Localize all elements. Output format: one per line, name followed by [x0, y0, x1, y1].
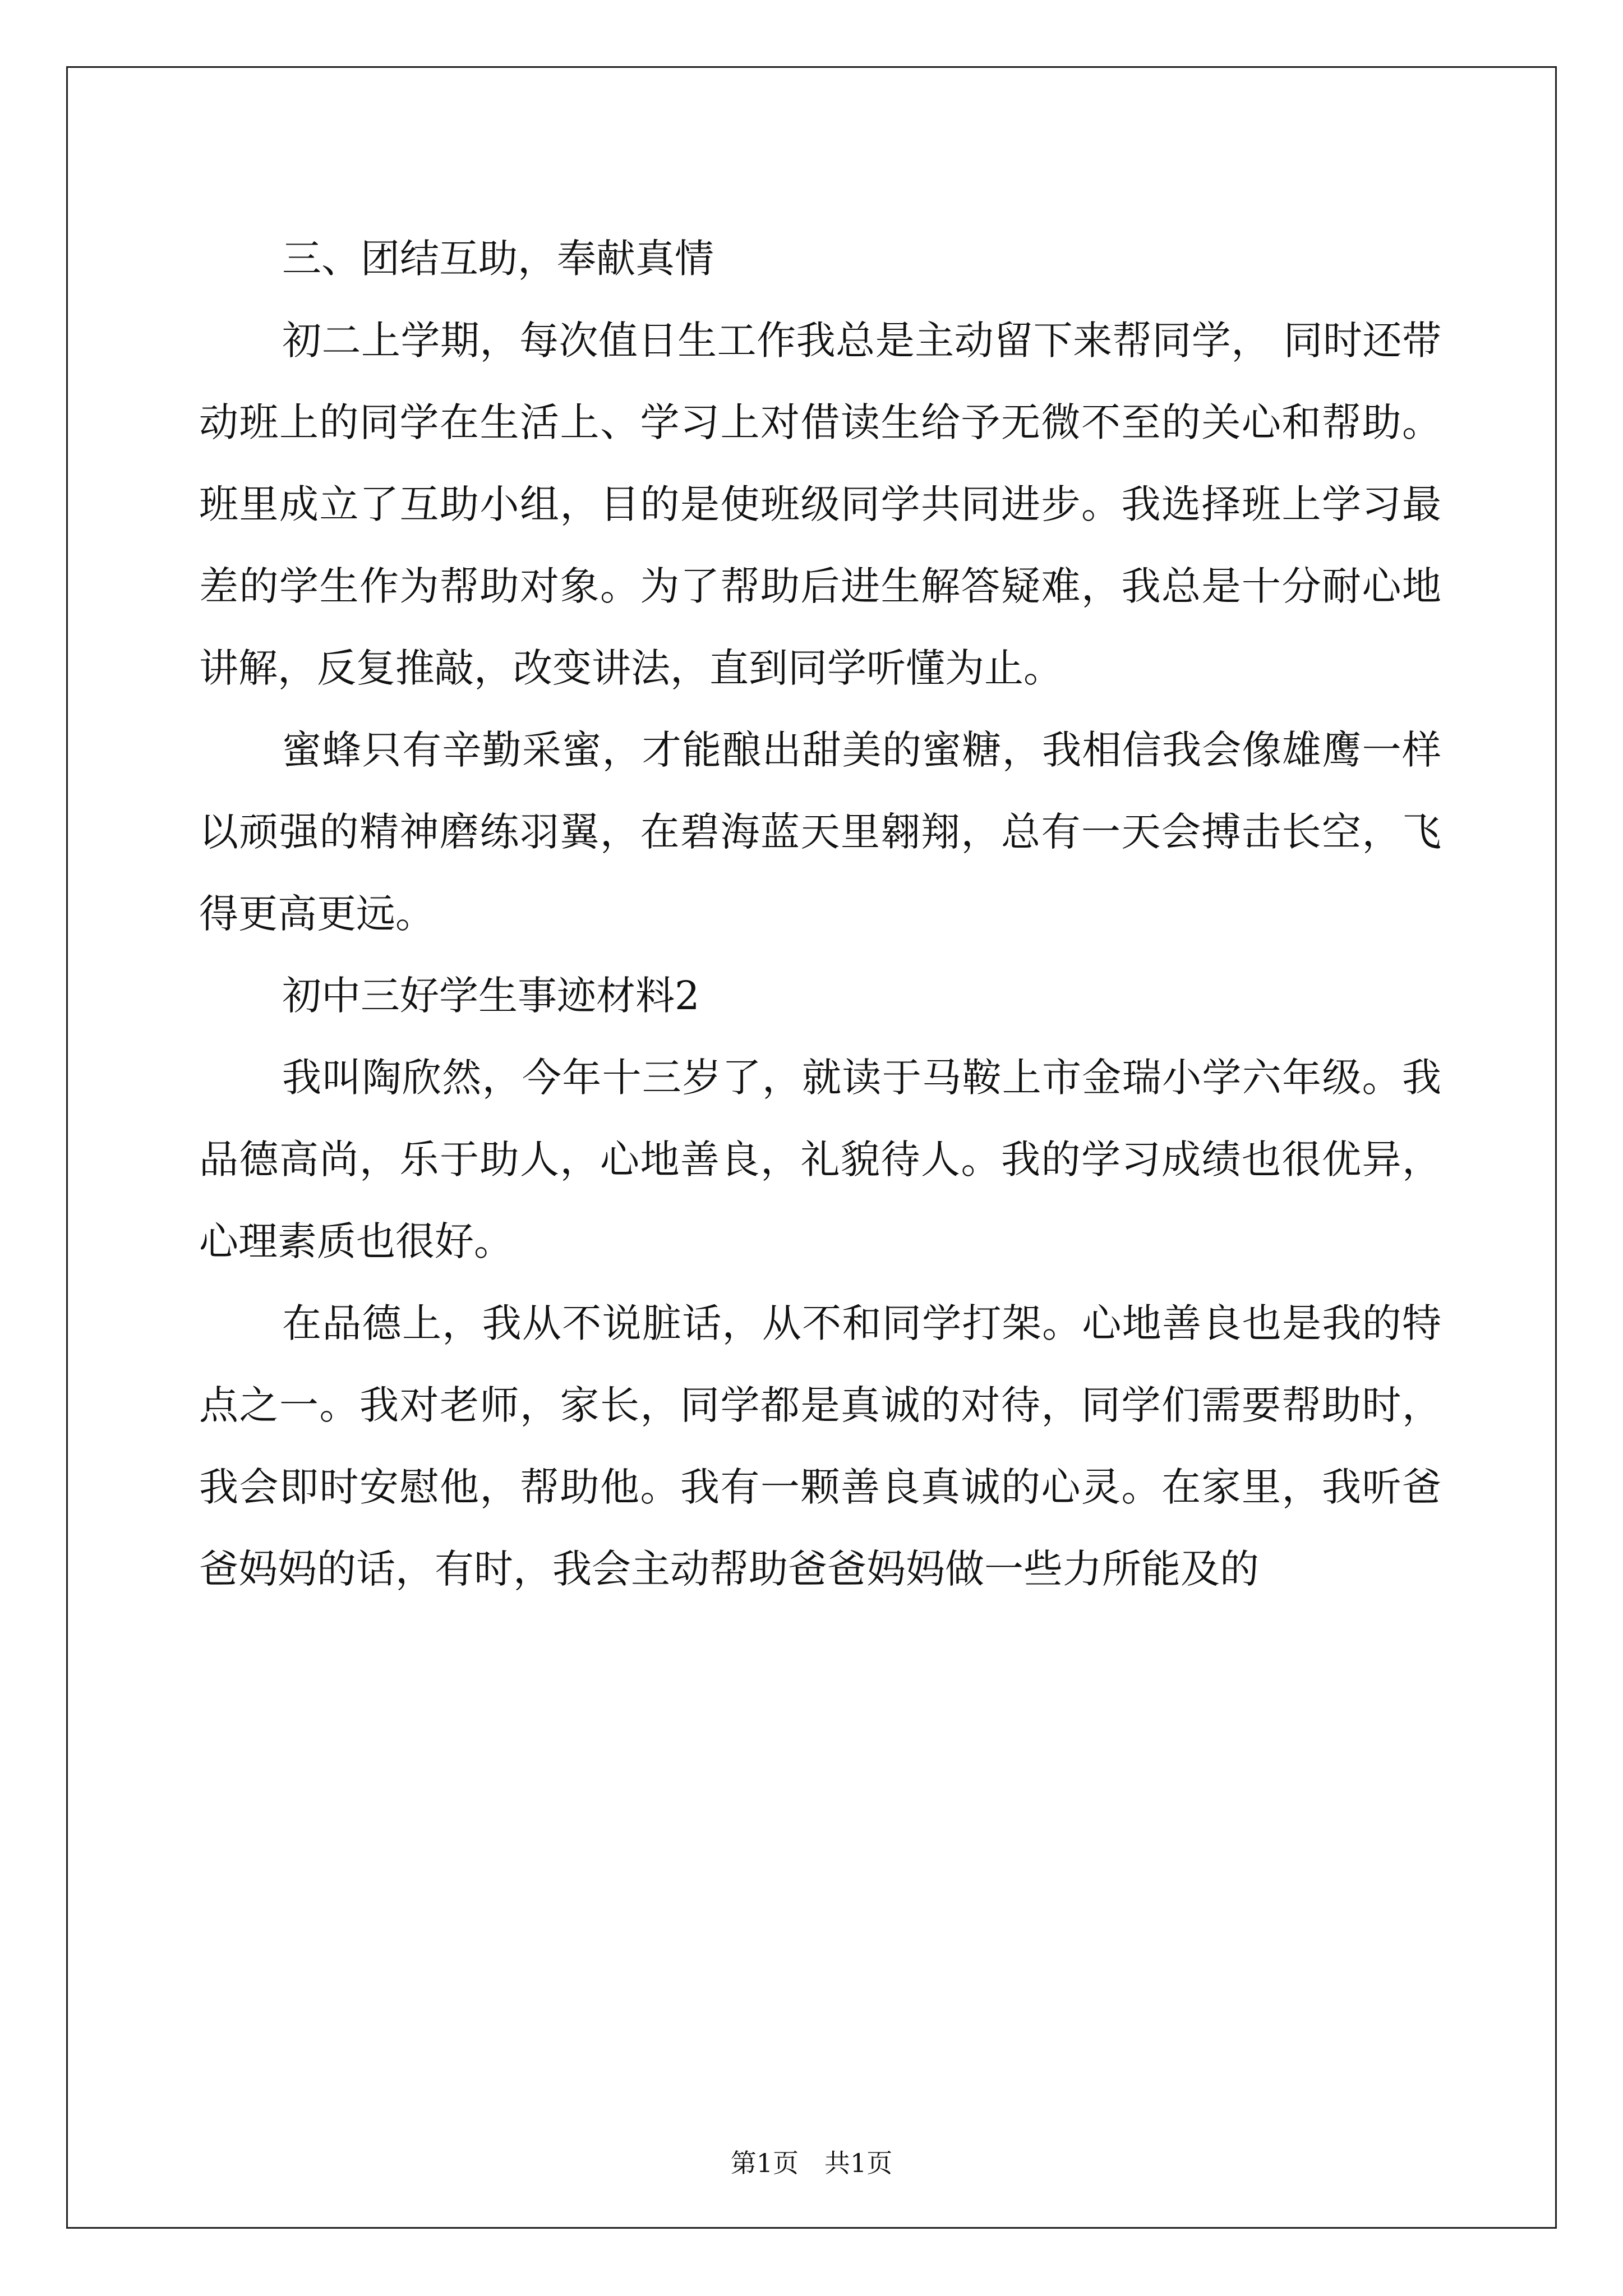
paragraph: 蜜蜂只有辛勤采蜜，才能酿出甜美的蜜糖，我相信我会像雄鹰一样以顽强的精神磨练羽翼，在碧海蓝天里翱翔，总有一天会搏击长空，飞得更高更远。 [199, 727, 1441, 937]
paragraph: 初二上学期，每次值日生工作我总是主动留下来帮同学， 同时还带动班上的同学在生活上、学习上对借读生给予无微不至的关心和帮助。班里成立了互助小组，目的是使班级同学共同进步。我选择班上学习最差的学生作为帮助对象。为了帮助后进生解答疑难，我总是十分耐心地讲解，反复推敲，改变讲法，直到同学听懂为止。 [199, 318, 1441, 691]
paragraph: 我叫陶欣然，今年十三岁了，就读于马鞍上市金瑞小学六年级。我品德高尚，乐于助人，心地善良，礼貌待人。我的学习成绩也很优异，心理素质也很好。 [199, 1055, 1441, 1264]
document-body [199, 218, 1441, 1610]
page-number: 第1页 共1页 [730, 2148, 893, 2178]
section-heading: 三、团结互助，奉献真情 [282, 236, 714, 282]
paragraph: 在品德上，我从不说脏话，从不和同学打架。心地善良也是我的特点之一。我对老师，家长，同学都是真诚的对待，同学们需要帮助时，我会即时安慰他，帮助他。我有一颗善良真诚的心灵。在家里，我听爸爸妈妈的话，有时，我会主动帮助爸爸妈妈做一些力所能及的 [199, 1300, 1441, 1592]
document-title: 初中三好学生事迹材料2 [282, 973, 700, 1019]
